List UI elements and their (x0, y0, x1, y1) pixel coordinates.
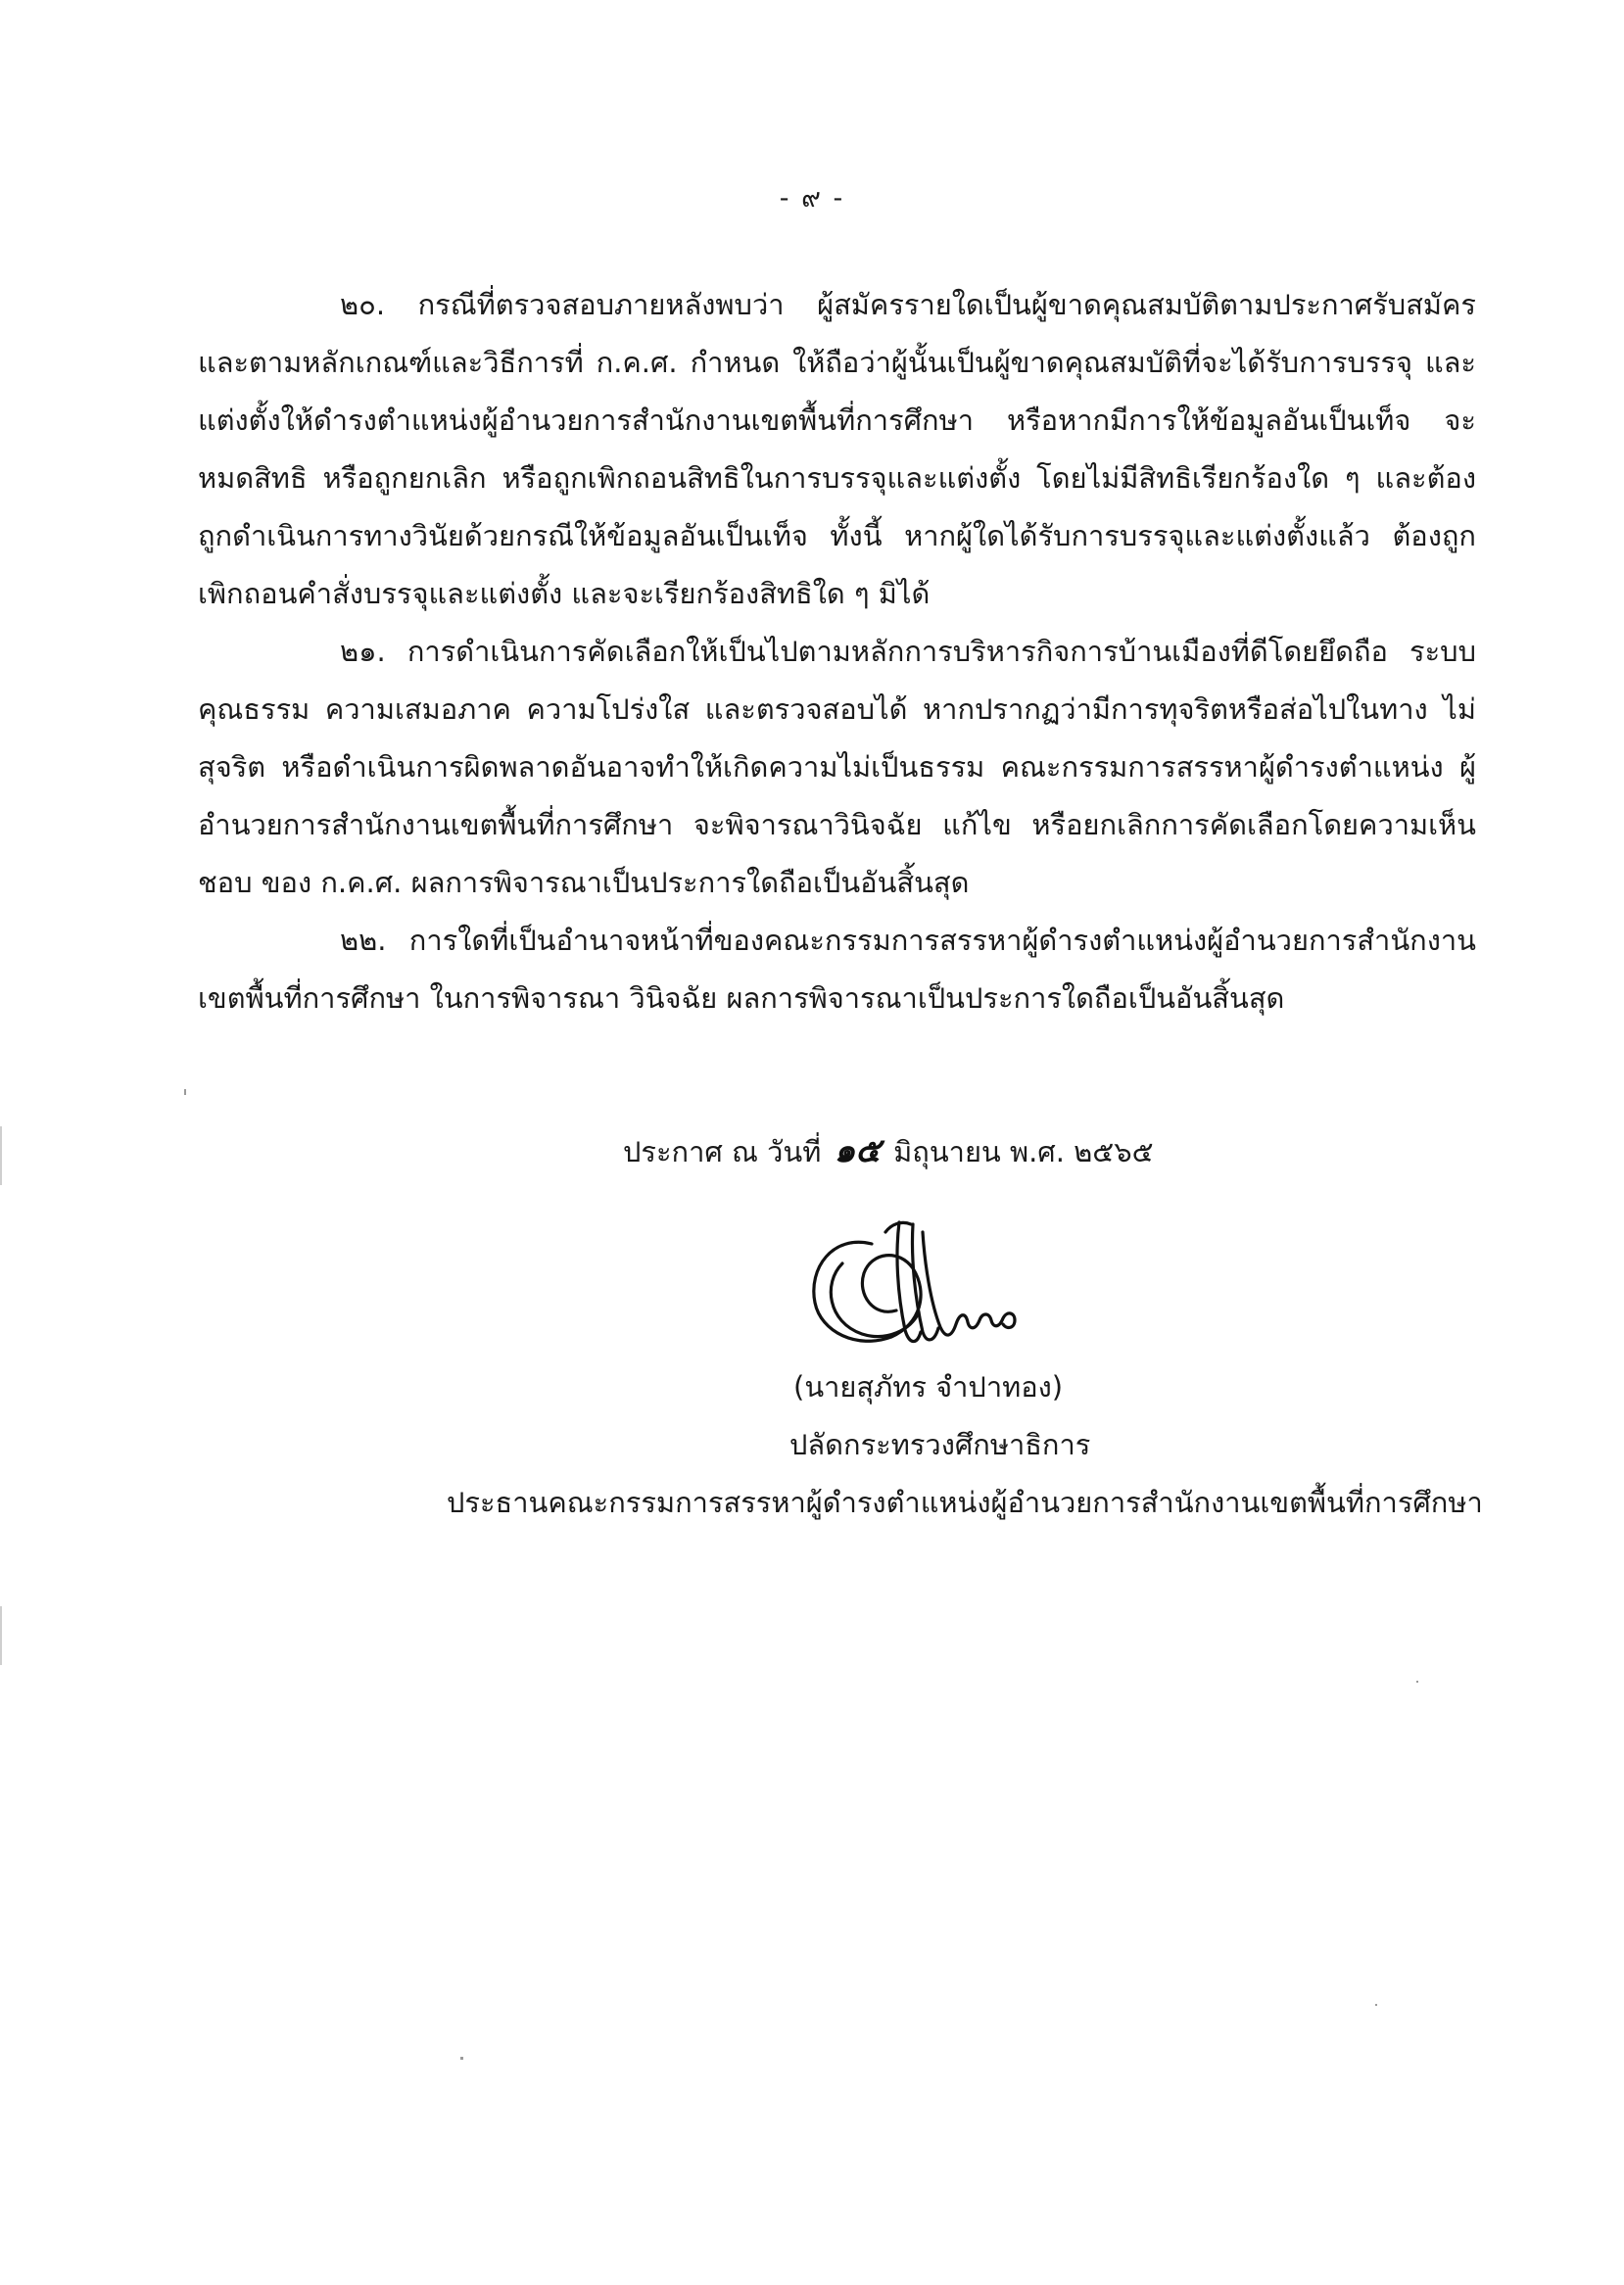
scan-speck (184, 1089, 186, 1095)
scan-speck (1375, 2004, 1377, 2006)
document-body (198, 276, 1476, 1027)
clause-20: ๒๐. กรณีที่ตรวจสอบภายหลังพบว่า ผู้สมัครรายใดเป็นผู้ขาดคุณสมบัติตามประกาศรับสมัคร และตามหลักเกณฑ์และวิธีการที่ ก.ค.ศ. กำหนด ให้ถือว่าผู้นั้นเป็นผู้ขาดคุณสมบัติที่จะได้รับการบรรจุ และแต่งตั้งให้ดำรงตำแหน่งผู้อำนวยการสำนักงานเขตพื้นที่การศึกษา หรือหากมีการให้ข้อมูลอันเป็นเท็จ จะหมดสิทธิ หรือถูกยกเลิก หรือถูกเพิกถอนสิทธิในการบรรจุและแต่งตั้ง โดยไม่มีสิทธิเรียกร้องใด ๆ และต้องถูกดำเนินการทางวินัยด้วยกรณีให้ข้อมูลอันเป็นเท็จ ทั้งนี้ หากผู้ใดได้รับการบรรจุและแต่งตั้งแล้ว ต้องถูกเพิกถอนคำสั่งบรรจุและแต่งตั้ง และจะเรียกร้องสิทธิใด ๆ มิได้ (198, 288, 1476, 610)
handwritten-signature (803, 1214, 1038, 1361)
announcement-day-handwritten: ๑๕ (834, 1131, 881, 1170)
announcement-dateline (623, 1122, 1154, 1181)
announcement-month-year: มิถุนายน พ.ศ. ๒๕๖๕ (893, 1135, 1154, 1168)
signer-name: (นายสุภัทร จำปาทอง) (793, 1370, 1064, 1404)
scan-speck (460, 2057, 463, 2060)
page-number: - ๙ - (779, 183, 845, 214)
scan-speck (1416, 1681, 1418, 1683)
scan-edge-mark (0, 1126, 2, 1185)
clause-21: ๒๑. การดำเนินการคัดเลือกให้เป็นไปตามหลักการบริหารกิจการบ้านเมืองที่ดีโดยยึดถือ ระบบคุณธรรม ความเสมอภาค ความโปร่งใส และตรวจสอบได้ หากปรากฏว่ามีการทุจริตหรือส่อไปในทาง ไม่สุจริต หรือดำเนินการผิดพลาดอันอาจทำให้เกิดความไม่เป็นธรรม คณะกรรมการสรรหาผู้ดำรงตำแหน่ง ผู้อำนวยการสำนักงานเขตพื้นที่การศึกษา จะพิจารณาวินิจฉัย แก้ไข หรือยกเลิกการคัดเลือกโดยความเห็นชอบ ของ ก.ค.ศ. ผลการพิจารณาเป็นประการใดถือเป็นอันสิ้นสุด (198, 635, 1476, 899)
signer-role: ประธานคณะกรรมการสรรหาผู้ดำรงตำแหน่งผู้อำนวยการสำนักงานเขตพื้นที่การศึกษา (447, 1486, 1483, 1519)
announcement-prefix: ประกาศ ณ วันที่ (623, 1135, 822, 1168)
scan-edge-mark (0, 1606, 2, 1665)
clause-22: ๒๒. การใดที่เป็นอำนาจหน้าที่ของคณะกรรมการสรรหาผู้ดำรงตำแหน่งผู้อำนวยการสำนักงาน เขตพื้นที่การศึกษา ในการพิจารณา วินิจฉัย ผลการพิจารณาเป็นประการใดถือเป็นอันสิ้นสุด (198, 924, 1476, 1015)
signer-title: ปลัดกระทรวงศึกษาธิการ (789, 1428, 1091, 1461)
